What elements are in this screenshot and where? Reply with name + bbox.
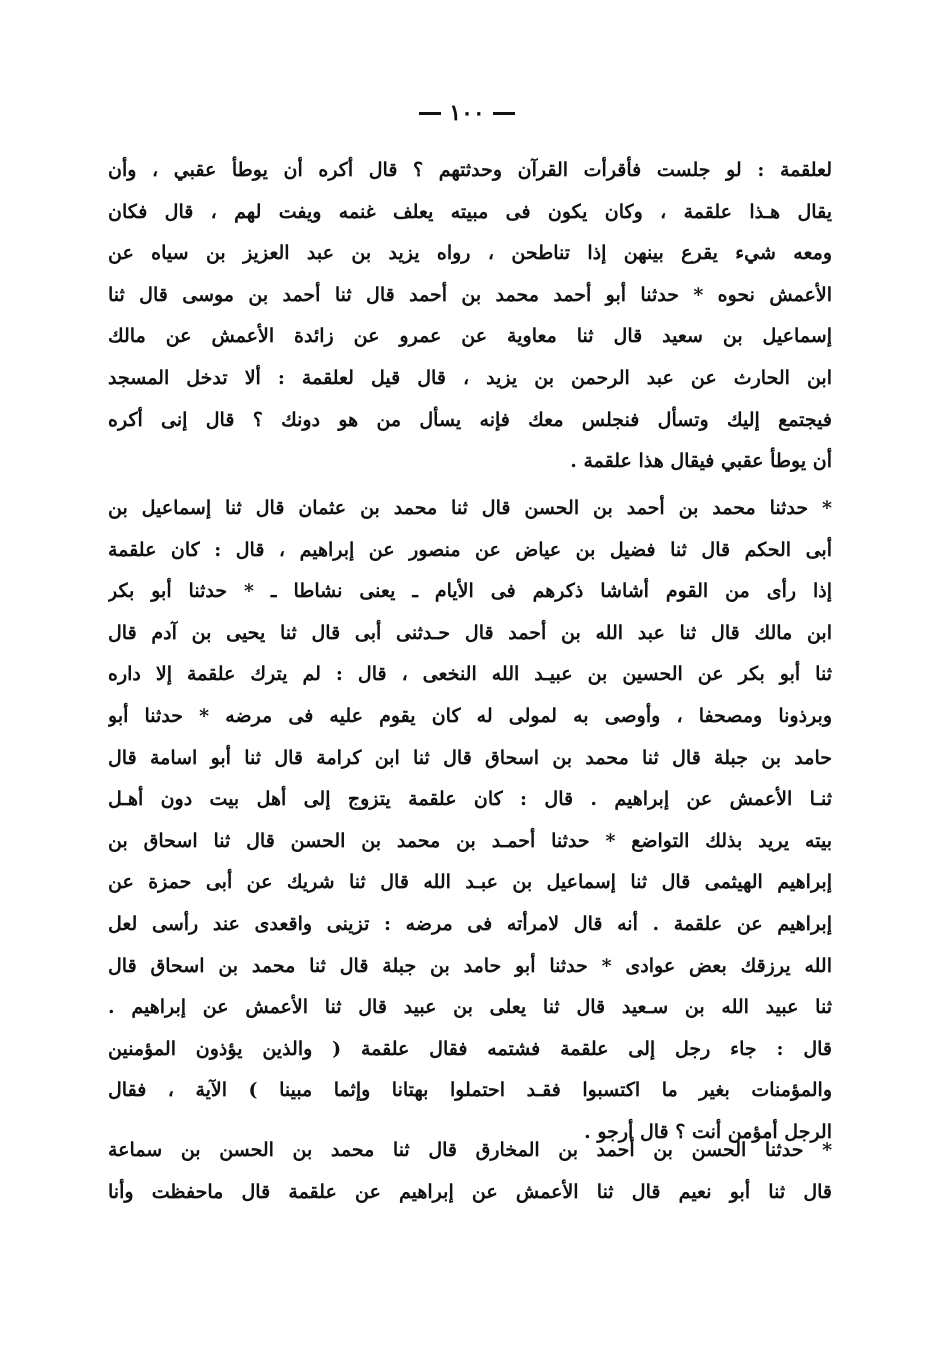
header-dash-right bbox=[493, 112, 515, 115]
text-line: إذا رأى من القوم أشاشا ذكرهم فى الأيام ـ يعنى نشاطا ـ * حدثنا أبو بكر bbox=[108, 580, 832, 603]
paragraph-2 bbox=[108, 488, 832, 1154]
page-number: ١٠٠ bbox=[449, 100, 485, 126]
text-line: إسماعيل بن سعيد قال ثنا معاوية عن عمرو عن زائدة الأعمش عن مالك bbox=[108, 325, 832, 348]
text-line: فيجتمع إليك وتسأل فنجلس معك فإنه يسأل من هو دونك ؟ قال إنى أكره bbox=[108, 408, 832, 431]
text-line: بيته يريد بذلك التواضع * حدثنا أحمـد بن محمد بن الحسن قال ثنا اسحاق بن bbox=[108, 829, 832, 852]
text-line: يقال هـذا علقمة ، وكان يكون فى مبيته يعلف غنمه ويفت لهم ، قال فكان bbox=[108, 200, 832, 223]
text-line: قال ثنا أبو نعيم قال ثنا الأعمش عن إبراهيم عن علقمة قال ماحفظت وأنا bbox=[108, 1180, 832, 1203]
text-line: وبرذونا ومصحفا ، وأوصى به لمولى له كان يقوم عليه فى مرضه * حدثنا أبو bbox=[108, 704, 832, 727]
text-line: الله يرزقك بعض عوادى * حدثنا أبو حامد بن جبلة قال ثنا محمد بن اسحاق قال bbox=[108, 954, 832, 977]
paragraph-1 bbox=[108, 150, 832, 483]
text-line: * حدثنا الحسن بن أحمد بن المخارق قال ثنا محمد بن الحسن بن سماعة bbox=[108, 1139, 832, 1161]
text-line: قال : جاء رجل إلى علقمة فشتمه فقال علقمة ( والذين يؤذون المؤمنين bbox=[108, 1037, 832, 1060]
text-line: ابن مالك قال ثنا عبد الله بن أحمد قال حـدثنى أبى قال ثنا يحيى بن آدم قال bbox=[108, 621, 832, 644]
page-header bbox=[0, 96, 934, 130]
text-line: حامد بن جبلة قال ثنا محمد بن اسحاق قال ثنا ابن كرامة قال ثنا أبو اسامة قال bbox=[108, 746, 832, 769]
text-line: ثنا عبيد الله بن سـعيد قال ثنا يعلى بن عبيد قال ثنا الأعمش عن إبراهيم . bbox=[108, 996, 832, 1019]
text-line: ومعه شيء يقرع بينهن إذا تناطحن ، رواه يزيد بن عبد العزيز بن سياه عن bbox=[108, 242, 832, 265]
text-line: * حدثنا محمد بن أحمد بن الحسن قال ثنا محمد بن عثمان قال ثنا إسماعيل بن bbox=[108, 497, 832, 519]
text-line: الأعمش نحوه * حدثنا أبو أحمد محمد بن أحمد قال ثنا أحمد بن موسى قال ثنا bbox=[108, 283, 832, 306]
text-line: ابن الحارث عن عبد الرحمن بن يزيد ، قال قيل لعلقمة : ألا تدخل المسجد bbox=[108, 366, 832, 389]
text-line: والمؤمنات بغير ما اكتسبوا فقـد احتملوا بهتانا وإثما مبينا ) الآية ، فقال bbox=[108, 1079, 832, 1102]
header-dash-left bbox=[419, 112, 441, 115]
text-line: ثنـا الأعمش عن إبراهيم . قال : كان علقمة يتزوج إلى أهل بيت دون أهـل bbox=[108, 788, 832, 811]
text-line: إبراهيم الهيثمى قال ثنا إسماعيل بن عبـد الله قال ثنا شريك عن أبى حمزة عن bbox=[108, 871, 832, 894]
paragraph-3 bbox=[108, 1130, 832, 1213]
text-line: أبى الحكم قال ثنا فضيل بن عياض عن منصور عن إبراهيم ، قال : كان علقمة bbox=[108, 538, 832, 561]
text-line: ثنا أبو بكر عن الحسين بن عبيـد الله النخعى ، قال : لم يترك علقمة إلا داره bbox=[108, 663, 832, 686]
text-line: إبراهيم عن علقمة . أنه قال لامرأته فى مرضه : تزينى واقعدى عند رأسى لعل bbox=[108, 912, 832, 935]
text-line: الرجل أمؤمن أنت ؟ قال أرجو . bbox=[584, 1120, 832, 1143]
text-line: أن يوطأ عقبي فيقال هذا علقمة . bbox=[570, 450, 832, 473]
text-line: لعلقمة : لو جلست فأقرأت القرآن وحدثتهم ؟ قال أكره أن يوطأ عقبي ، وأن bbox=[108, 159, 832, 181]
